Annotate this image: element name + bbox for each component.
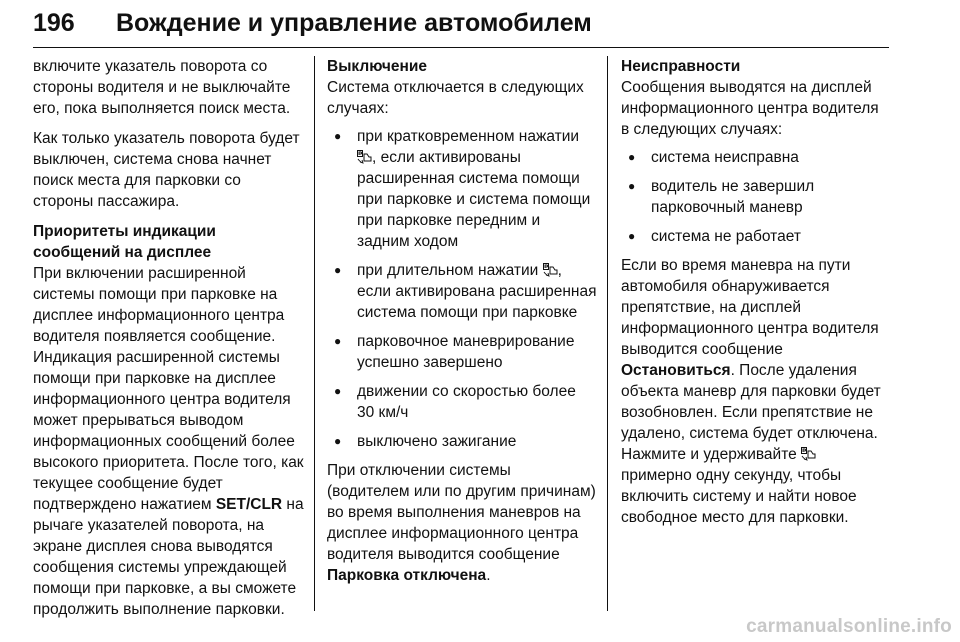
list-item xyxy=(327,260,597,323)
section xyxy=(327,56,597,119)
header-rule xyxy=(33,47,889,48)
paragraph-text: Система отключается в следующих случаях: xyxy=(327,79,584,117)
section-heading: Выключение xyxy=(327,58,428,75)
paragraph: Как только указатель поворота будет выключен, система снова начнет поиск места для парковки со стороны пассажира. xyxy=(33,130,300,210)
page-number: 196 xyxy=(33,9,75,37)
paragraph-text: Если во время маневра на пути автомобиля обнаруживается препятствие, на дисплей информационного центра водителя выводится сообщение xyxy=(621,257,879,358)
column-right xyxy=(621,56,891,537)
column-divider xyxy=(314,56,315,611)
parking-assist-icon xyxy=(357,150,372,164)
page-title: Вождение и управление автомобилем xyxy=(116,9,592,37)
message-name: Остановиться xyxy=(621,362,731,379)
column-divider xyxy=(607,56,608,611)
paragraph xyxy=(621,255,891,528)
column-left xyxy=(33,56,305,629)
list-item: ● движении со скоростью более 30 км/ч xyxy=(327,381,597,423)
paragraph-text: . xyxy=(486,567,491,584)
paragraph: включите указатель поворота со стороны водителя и не выключайте его, пока выполняется поиск места. xyxy=(33,58,291,117)
list-item: ● выключено зажигание xyxy=(327,431,597,452)
parking-assist-icon xyxy=(543,263,558,277)
paragraph-text: При отключении системы (водителем или по другим причинам) во время выполнения маневров на дисплее информационного центра водителя выводится сообщение xyxy=(327,462,596,563)
list-item-text: при длительном нажатии xyxy=(357,262,543,279)
watermark: carmanualsonline.info xyxy=(746,616,952,637)
section xyxy=(33,221,305,620)
list-item-text: при кратковременном нажатии xyxy=(357,128,580,145)
list-item: ● система не работает xyxy=(621,226,891,247)
column-middle xyxy=(327,56,597,595)
paragraph-text: . После удаления объекта маневр для парковки будет возобновлен. Если препятствие не удалено, система будет отключена. Нажмите и удерживайте xyxy=(621,362,881,463)
message-name: Парковка отключена xyxy=(327,567,487,584)
paragraph xyxy=(327,460,597,586)
section-heading: Приоритеты индикации сообщений на дисплее xyxy=(33,223,216,261)
section-heading: Неисправности xyxy=(621,58,741,75)
list-item: ● парковочное маневрирование успешно завершено xyxy=(327,331,597,373)
paragraph-text: Сообщения выводятся на дисплей информационного центра водителя в следующих случаях: xyxy=(621,79,879,138)
list-item: ● водитель не завершил парковочный маневр xyxy=(621,176,891,218)
bullet-list xyxy=(327,126,597,452)
paragraph-text: При включении расширенной системы помощи при парковке на дисплее информационного центра водителя появляется сообщение. Индикация расширенной системы помощи при парковке на дисплее информационного центра водителя может прерываться выводом информационных сообщений более высокого приоритета. После того, как текущее сообщение будет подтверждено нажатием xyxy=(33,265,304,513)
list-item-text: , если активированы расширенная система помощи при парковке и система помощи при парковке передним и задним ходом xyxy=(357,149,591,250)
bullet-list xyxy=(621,147,891,247)
parking-assist-icon xyxy=(801,447,816,461)
paragraph-text: на рычаге указателей поворота, на экране дисплея снова выводятся сообщения системы упреждающей помощи при парковке, а вы сможете продолжить выполнение парковки. xyxy=(33,496,304,618)
section xyxy=(621,56,891,140)
page-header xyxy=(33,4,889,44)
button-name: SET/CLR xyxy=(215,496,283,513)
paragraph-text: примерно одну секунду, чтобы включить систему и найти новое свободное место для парковки. xyxy=(621,467,857,526)
list-item xyxy=(327,126,597,252)
list-item-text: , если активирована расширенная система помощи при парковке xyxy=(357,262,597,321)
list-item: ● система неисправна xyxy=(621,147,891,168)
